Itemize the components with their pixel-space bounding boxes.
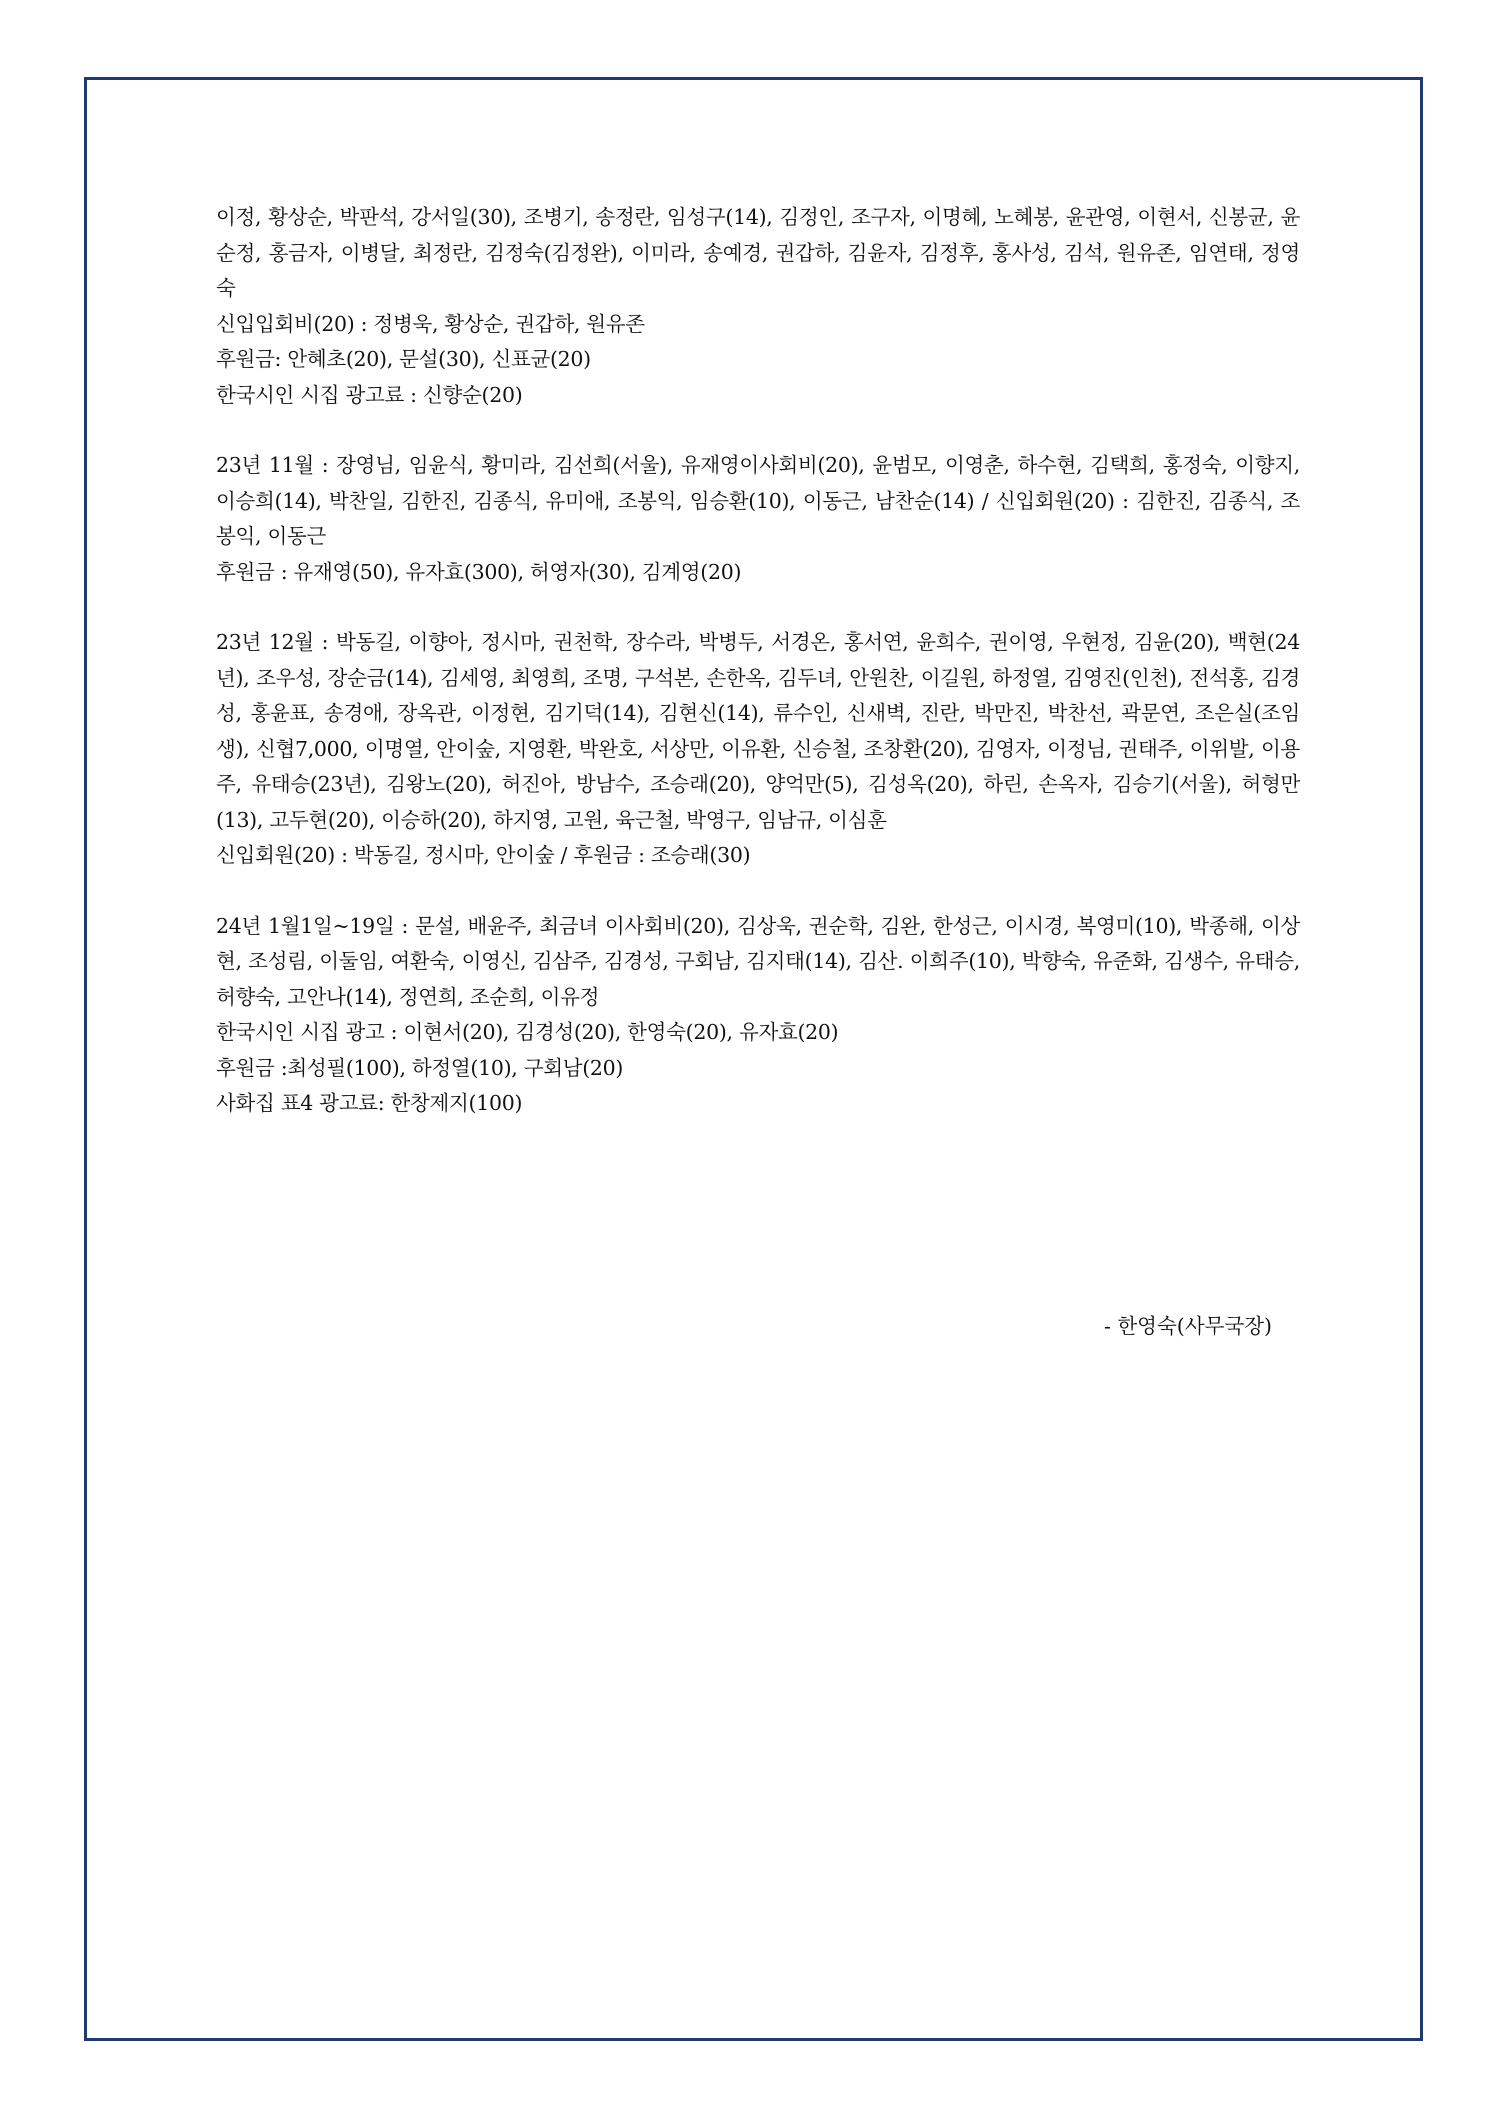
anthology-ad-fee-line: 사화집 표4 광고료: 한창제지(100) [216,1091,523,1115]
section-december-2023 [216,625,1300,874]
section-january-2024 [216,909,1300,1122]
sponsorship-line: 후원금: 안혜초(20), 문설(30), 신표균(20) [216,347,591,371]
section-november-2023 [216,448,1300,590]
new-member-fee-line: 신입입회비(20) : 정병욱, 황상순, 권갑하, 원유존 [216,311,645,336]
new-member-sponsorship-line: 신입회원(20) : 박동길, 정시마, 안이숲 / 후원금 : 조승래(30) [216,843,751,867]
section-spacer [216,590,1300,625]
donor-names-paragraph: 24년 1월1일~19일 : 문설, 배윤주, 최금녀 이사회비(20), 김상욱, 권순학, 김완, 한성근, 이시경, 복영미(10), 박종해, 이상현, 조성림, 이둘임, 여환숙, 이영신, 김삼주, 김경성, 구회남, 김지태(14), 김산. 이희주(10), 박향숙, 유준화, 김생수, 유태승, 허향숙, 고안나(14), 정연희, 조순희, 이유정 [216,913,1300,1009]
sponsorship-line: 후원금 :최성필(100), 하정열(10), 구회남(20) [216,1055,624,1080]
donor-names-paragraph: 이정, 황상순, 박판석, 강서일(30), 조병기, 송정란, 임성구(14), 김정인, 조구자, 이명혜, 노혜봉, 윤관영, 이현서, 신봉균, 윤순정, 홍금자, 이병달, 최정란, 김정숙(김정완), 이미라, 송예경, 권갑하, 김윤자, 김정후, 홍사성, 김석, 원유존, 임연태, 정영숙 [216,205,1300,300]
ad-fee-line: 한국시인 시집 광고 : 이현서(20), 김경성(20), 한영숙(20), 유자효(20) [216,1020,839,1044]
section-spacer [216,874,1300,909]
section-october-list [216,200,1300,413]
document-body [216,200,1300,1122]
ad-fee-line: 한국시인 시집 광고료 : 신향순(20) [216,382,523,407]
donor-names-paragraph: 23년 11월 : 장영님, 임윤식, 황미라, 김선희(서울), 유재영이사회비(20), 윤범모, 이영춘, 하수현, 김택희, 홍정숙, 이향지, 이승희(14), 박찬일, 김한진, 김종식, 유미애, 조봉익, 임승환(10), 이동근, 남찬순(14) / 신입회원(20) : 김한진, 김종식, 조봉익, 이동근 [216,453,1300,548]
sponsorship-line: 후원금 : 유재영(50), 유자효(300), 허영자(30), 김계영(20) [216,559,742,584]
signature-line: - 한영숙(사무국장) [1103,1314,1272,1338]
section-spacer [216,413,1300,448]
donor-names-paragraph: 23년 12월 : 박동길, 이향아, 정시마, 권천학, 장수라, 박병두, 서경온, 홍서연, 윤희수, 권이영, 우현정, 김윤(20), 백현(24년), 조우성, 장순금(14), 김세영, 최영희, 조명, 구석본, 손한옥, 김두녀, 안원찬, 이길원, 하정열, 김영진(인천), 전석홍, 김경성, 홍윤표, 송경애, 장옥관, 이정현, 김기덕(14), 김현신(14), 류수인, 신새벽, 진란, 박만진, 박찬선, 곽문연, 조은실(조임생), 신협7,000, 이명열, 안이숲, 지영환, 박완호, 서상만, 이유환, 신승철, 조창환(20), 김영자, 이정님, 권태주, 이위발, 이용주, 유태승(23년), 김왕노(20), 허진아, 방남수, 조승래(20), 양억만(5), 김성옥(20), 하린, 손옥자, 김승기(서울), 허형만(13), 고두현(20), 이승하(20), 하지영, 고원, 육근철, 박영구, 임남규, 이심훈 [216,630,1300,832]
